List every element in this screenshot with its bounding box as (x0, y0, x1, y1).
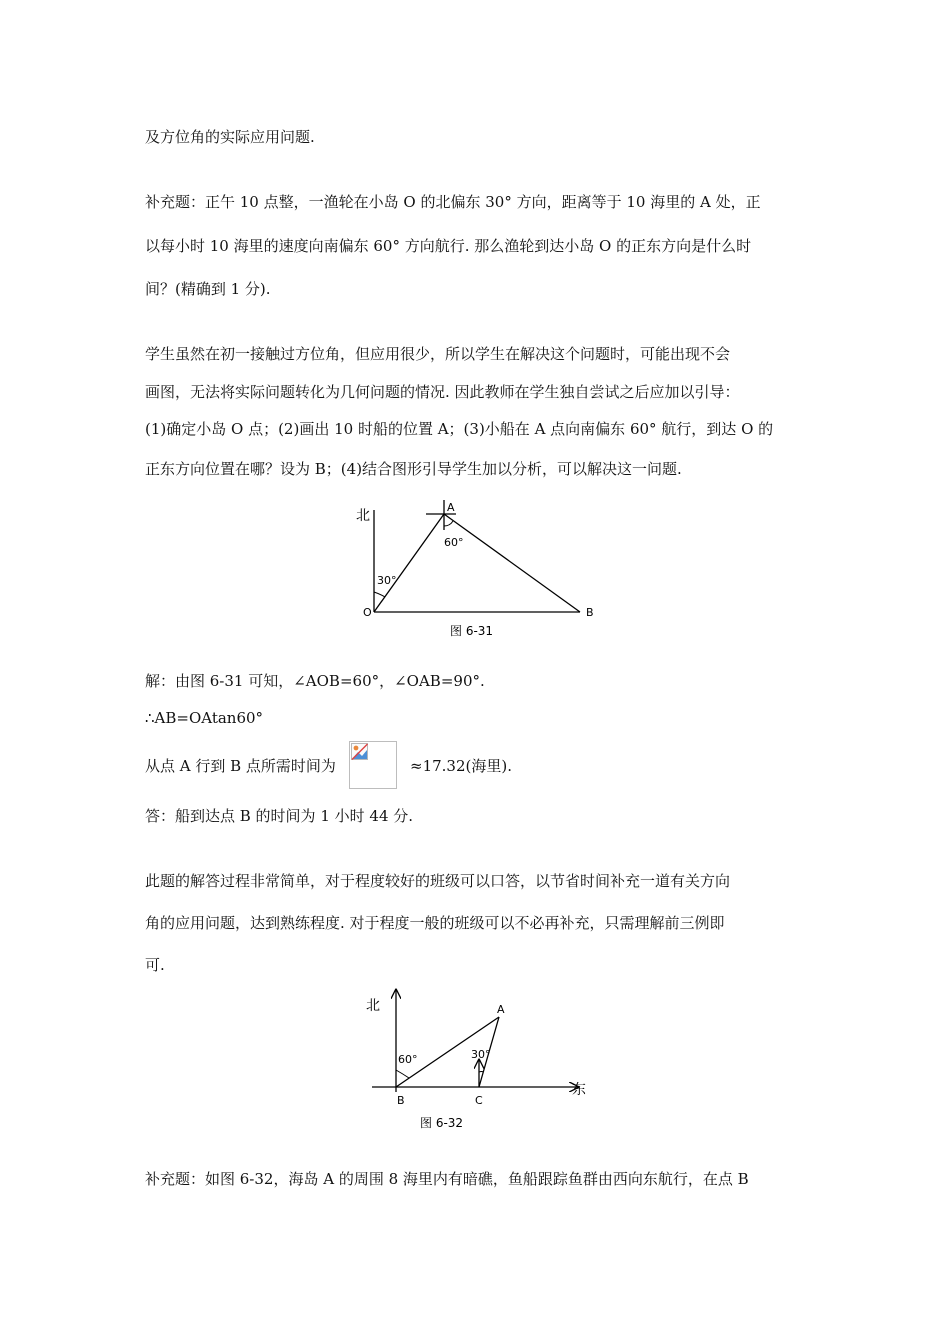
problem-text-line: 补充题：正午 10 点整，一渔轮在小岛 O 的北偏东 30° 方向，距离等于 10 海里的 A 处，正 (145, 193, 761, 211)
east-label: 东 (572, 1082, 586, 1098)
paragraph-line: 画图，无法将实际问题转化为几何问题的情况. 因此教师在学生独自尝试之后应加以引导： (145, 383, 740, 401)
solution-result: ≈17.32(海里). (410, 757, 512, 775)
answer-line: 答：船到达点 B 的时间为 1 小时 44 分. (145, 807, 414, 825)
point-b-label: B (586, 606, 594, 619)
figure-caption: 图 6-31 (450, 624, 494, 638)
angle-arc-b (396, 1070, 409, 1078)
paragraph-line: (1)确定小岛 O 点；(2)画出 10 时船的位置 A；(3)小船在 A 点向南偏东 60° 航行，到达 O 的 (145, 420, 774, 438)
angle-c-label: 30° (471, 1048, 491, 1061)
figure-6-32 (352, 984, 597, 1134)
angle-arc-c (479, 1072, 483, 1073)
angle-arc-o (374, 592, 385, 597)
segment-oa (374, 514, 444, 612)
paragraph-line: 正东方向位置在哪？设为 B；(4)结合图形引导学生加以分析，可以解决这一问题. (145, 460, 682, 478)
point-b-label: B (397, 1094, 405, 1107)
problem-text-line: 补充题：如图 6-32，海岛 A 的周围 8 海里内有暗礁，鱼船跟踪鱼群由西向东航行，在点 B (145, 1170, 749, 1188)
solution-line: 解：由图 6-31 可知，∠AOB=60°，∠OAB=90°. (145, 672, 485, 690)
point-a-label: A (497, 1003, 505, 1016)
angle-o-label: 30° (377, 574, 397, 587)
angle-arc-a (444, 521, 453, 526)
solution-line: 从点 A 行到 B 点所需时间为 (145, 757, 336, 775)
problem-text-line: 以每小时 10 海里的速度向南偏东 60° 方向航行. 那么渔轮到达小岛 O 的正东方向是什么时 (145, 237, 752, 255)
paragraph-line: 可. (145, 956, 165, 974)
figure-caption: 图 6-32 (420, 1116, 464, 1130)
angle-a-label: 60° (444, 536, 464, 549)
paragraph-line: 学生虽然在初一接触过方位角，但应用很少，所以学生在解决这个问题时，可能出现不会 (145, 345, 731, 363)
paragraph-line: 此题的解答过程非常简单，对于程度较好的班级可以口答，以节省时间补充一道有关方向 (145, 872, 731, 890)
point-o-label: O (363, 606, 372, 619)
segment-ab (444, 514, 580, 612)
solution-line: ∴AB=OAtan60° (145, 709, 264, 727)
figure-6-31 (352, 498, 612, 643)
north-label: 北 (356, 508, 370, 524)
problem-text-line: 间？(精确到 1 分). (145, 280, 271, 298)
point-a-label: A (447, 501, 455, 514)
point-c-label: C (475, 1094, 483, 1107)
paragraph-line: 角的应用问题，达到熟练程度. 对于程度一般的班级可以不必再补充，只需理解前三例即 (145, 914, 725, 932)
broken-image-icon (349, 741, 397, 789)
north-label: 北 (366, 998, 380, 1014)
paragraph-intro: 及方位角的实际应用问题. (145, 128, 315, 146)
angle-b-label: 60° (398, 1053, 418, 1066)
